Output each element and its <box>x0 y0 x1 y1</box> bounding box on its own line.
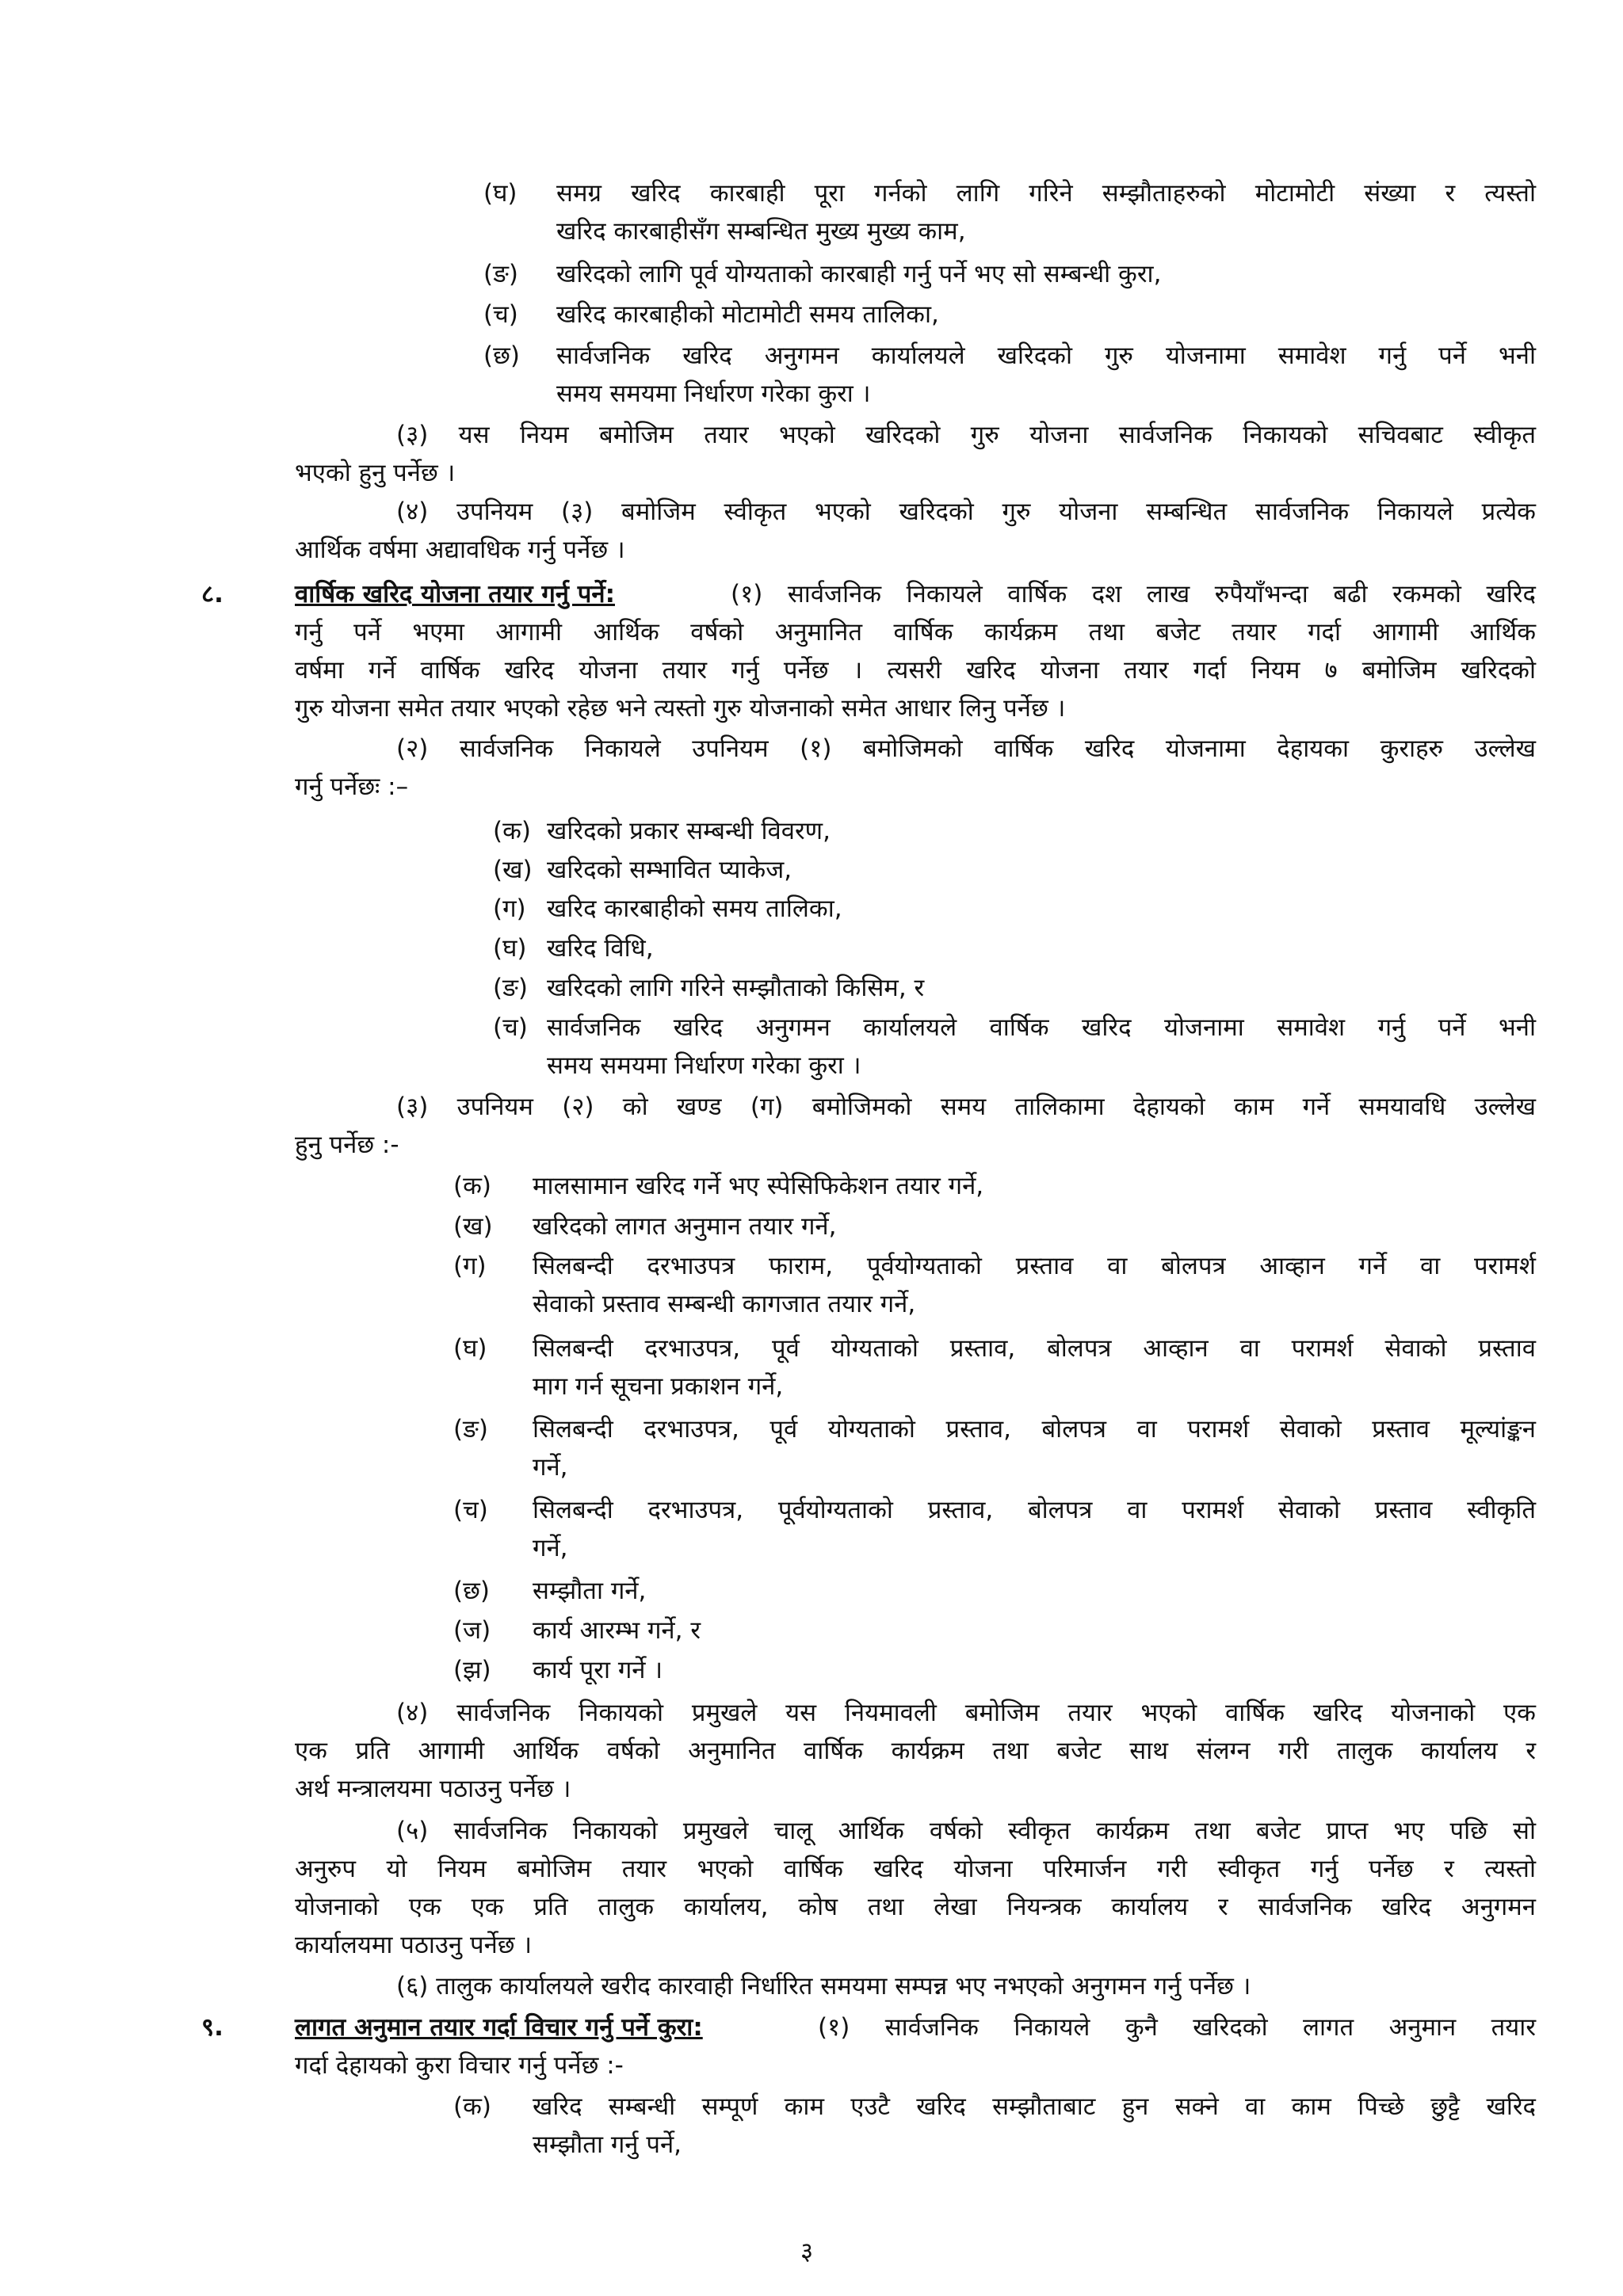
list-item-label: (ज) <box>453 1616 491 1645</box>
paragraph-line: (६) तालुक कार्यालयले खरीद कारवाही निर्धारित समयमा सम्पन्न भए नभएको अनुगमन गर्नु पर्नेछ । <box>396 1972 1251 2000</box>
list-item-text: समय समयमा निर्धारण गरेका कुरा । <box>547 1051 861 1080</box>
list-item-text: सार्वजनिक खरिद अनुगमन कार्यालयले खरिदको गुरु योजनामा समावेश गर्नु पर्ने भनी <box>556 341 1536 370</box>
list-item-label: (घ) <box>483 179 517 208</box>
list-item-text: खरिदको लागत अनुमान तयार गर्ने, <box>533 1212 837 1241</box>
paragraph-line: गर्नु पर्ने भएमा आगामी आर्थिक वर्षको अनुमानित वार्षिक कार्यक्रम तथा बजेट तयार गर्दा आगामी आर्थिक <box>295 618 1536 646</box>
list-item-text: गर्ने, <box>533 1534 568 1562</box>
list-item-label: (घ) <box>453 1334 487 1363</box>
list-item-label: (झ) <box>453 1656 491 1684</box>
list-item-label: (ख) <box>453 1212 493 1241</box>
list-item-text: समग्र खरिद कारबाही पूरा गर्नको लागि गरिने सम्झौताहरुको मोटामोटी संख्या र त्यस्तो <box>556 179 1536 208</box>
list-item-text: मालसामान खरिद गर्ने भए स्पेसिफिकेशन तयार गर्ने, <box>533 1172 984 1200</box>
paragraph-line: अर्थ मन्त्रालयमा पठाउनु पर्नेछ । <box>295 1775 571 1803</box>
paragraph-line: भएको हुनु पर्नेछ । <box>295 459 456 487</box>
paragraph-line: (१) सार्वजनिक निकायले वार्षिक दश लाख रुपैयाँभन्दा बढी रकमको खरिद <box>731 580 1536 608</box>
list-item-text: खरिद कारबाहीको मोटामोटी समय तालिका, <box>556 300 939 329</box>
paragraph-line: (२) सार्वजनिक निकायले उपनियम (१) बमोजिमको वार्षिक खरिद योजनामा देहायका कुराहरु उल्लेख <box>396 734 1536 763</box>
list-item-label: (च) <box>483 300 518 329</box>
list-item-text: खरिदको लागि पूर्व योग्यताको कारबाही गर्नु पर्ने भए सो सम्बन्धी कुरा, <box>556 260 1162 288</box>
list-item-label: (क) <box>453 2092 491 2121</box>
paragraph-line: (४) सार्वजनिक निकायको प्रमुखले यस नियमावली बमोजिम तयार भएको वार्षिक खरिद योजनाको एक <box>396 1699 1536 1727</box>
list-item-text: सिलबन्दी दरभाउपत्र फाराम, पूर्वयोग्यताको प्रस्ताव वा बोलपत्र आव्हान गर्ने वा परामर्श <box>533 1252 1536 1280</box>
paragraph-line: हुनु पर्नेछ :- <box>295 1131 399 1159</box>
list-item-text: सम्झौता गर्नु पर्ने, <box>533 2130 682 2159</box>
list-item-label: (च) <box>453 1496 488 1524</box>
section-heading: वार्षिक खरिद योजना तयार गर्नु पर्ने: <box>295 580 615 608</box>
paragraph-line: (३) यस नियम बमोजिम तयार भएको खरिदको गुरु योजना सार्वजनिक निकायको सचिवबाट स्वीकृत <box>396 421 1536 449</box>
page-number: ३ <box>800 2237 814 2266</box>
list-item-text: खरिद कारबाहीसँग सम्बन्धित मुख्य मुख्य काम, <box>556 217 966 246</box>
list-item-label: (ग) <box>493 894 526 923</box>
list-item-text: कार्य आरम्भ गर्ने, र <box>533 1616 701 1645</box>
paragraph-line: (३) उपनियम (२) को खण्ड (ग) बमोजिमको समय तालिकामा देहायको काम गर्ने समयावधि उल्लेख <box>396 1093 1536 1121</box>
paragraph-line: वर्षमा गर्ने वार्षिक खरिद योजना तयार गर्नु पर्नेछ । त्यसरी खरिद योजना तयार गर्दा नियम ७ बमोजिम खरिदको <box>295 656 1536 685</box>
section-number: ८. <box>201 580 223 608</box>
list-item-text: सिलबन्दी दरभाउपत्र, पूर्वयोग्यताको प्रस्ताव, बोलपत्र वा परामर्श सेवाको प्रस्ताव स्वीकृति <box>533 1496 1536 1524</box>
paragraph-line: एक प्रति आगामी आर्थिक वर्षको अनुमानित वार्षिक कार्यक्रम तथा बजेट साथ संलग्न गरी तालुक कार्यालय र <box>295 1737 1536 1765</box>
list-item-label: (घ) <box>493 934 527 963</box>
paragraph-line: गुरु योजना समेत तयार भएको रहेछ भने त्यस्तो गुरु योजनाको समेत आधार लिनु पर्नेछ । <box>295 694 1066 723</box>
list-item-label: (छ) <box>483 341 520 370</box>
list-item-text: कार्य पूरा गर्ने । <box>533 1656 663 1684</box>
paragraph-line: (५) सार्वजनिक निकायको प्रमुखले चालू आर्थिक वर्षको स्वीकृत कार्यक्रम तथा बजेट प्राप्त भए पछि सो <box>396 1817 1536 1845</box>
paragraph-line: (१) सार्वजनिक निकायले कुनै खरिदको लागत अनुमान तयार <box>818 2013 1536 2042</box>
list-item-label: (ग) <box>453 1252 487 1280</box>
list-item-label: (ङ) <box>453 1415 488 1444</box>
list-item-text: सार्वजनिक खरिद अनुगमन कार्यालयले वार्षिक खरिद योजनामा समावेश गर्नु पर्ने भनी <box>547 1013 1536 1042</box>
paragraph-line: कार्यालयमा पठाउनु पर्नेछ । <box>295 1931 533 1959</box>
paragraph-line: योजनाको एक एक प्रति तालुक कार्यालय, कोष तथा लेखा नियन्त्रक कार्यालय र सार्वजनिक खरिद अनुगमन <box>295 1893 1536 1921</box>
paragraph-line: अनुरुप यो नियम बमोजिम तयार भएको वार्षिक खरिद योजना परिमार्जन गरी स्वीकृत गर्नु पर्नेछ र त्यस्तो <box>295 1855 1536 1883</box>
list-item-text: खरिदको प्रकार सम्बन्धी विवरण, <box>547 817 831 845</box>
section-number: ९. <box>201 2013 223 2042</box>
list-item-text: सिलबन्दी दरभाउपत्र, पूर्व योग्यताको प्रस्ताव, बोलपत्र वा परामर्श सेवाको प्रस्ताव मूल्यांङ्कन <box>533 1415 1536 1444</box>
paragraph-line: आर्थिक वर्षमा अद्यावधिक गर्नु पर्नेछ । <box>295 536 625 564</box>
paragraph-line: गर्दा देहायको कुरा विचार गर्नु पर्नेछ :- <box>295 2051 624 2080</box>
section-heading: लागत अनुमान तयार गर्दा विचार गर्नु पर्ने कुरा: <box>295 2013 703 2042</box>
list-item-label: (ङ) <box>483 260 518 288</box>
list-item-label: (क) <box>493 817 531 845</box>
list-item-label: (ङ) <box>493 974 528 1002</box>
list-item-text: सम्झौता गर्ने, <box>533 1577 647 1605</box>
list-item-label: (ख) <box>493 856 533 884</box>
list-item-text: सिलबन्दी दरभाउपत्र, पूर्व योग्यताको प्रस्ताव, बोलपत्र आव्हान वा परामर्श सेवाको प्रस्ताव <box>533 1334 1536 1363</box>
list-item-text: खरिद विधि, <box>547 934 654 963</box>
list-item-text: खरिदको सम्भावित प्याकेज, <box>547 856 792 884</box>
list-item-text: माग गर्न सूचना प्रकाशन गर्ने, <box>533 1372 784 1401</box>
list-item-label: (क) <box>453 1172 491 1200</box>
list-item-text: खरिद कारबाहीको समय तालिका, <box>547 894 842 923</box>
list-item-text: खरिद सम्बन्धी सम्पूर्ण काम एउटै खरिद सम्झौताबाट हुन सक्ने वा काम पिच्छे छुट्टै खरिद <box>533 2092 1536 2121</box>
list-item-text: सेवाको प्रस्ताव सम्बन्धी कागजात तयार गर्ने, <box>533 1290 916 1318</box>
list-item-text: गर्ने, <box>533 1453 568 1482</box>
paragraph-line: (४) उपनियम (३) बमोजिम स्वीकृत भएको खरिदको गुरु योजना सम्बन्धित सार्वजनिक निकायले प्रत्येक <box>396 498 1536 526</box>
list-item-label: (च) <box>493 1013 528 1042</box>
paragraph-line: गर्नु पर्नेछः :– <box>295 772 409 801</box>
list-item-text: समय समयमा निर्धारण गरेका कुरा । <box>556 379 871 408</box>
list-item-label: (छ) <box>453 1577 490 1605</box>
list-item-text: खरिदको लागि गरिने सम्झौताको किसिम, र <box>547 974 925 1002</box>
